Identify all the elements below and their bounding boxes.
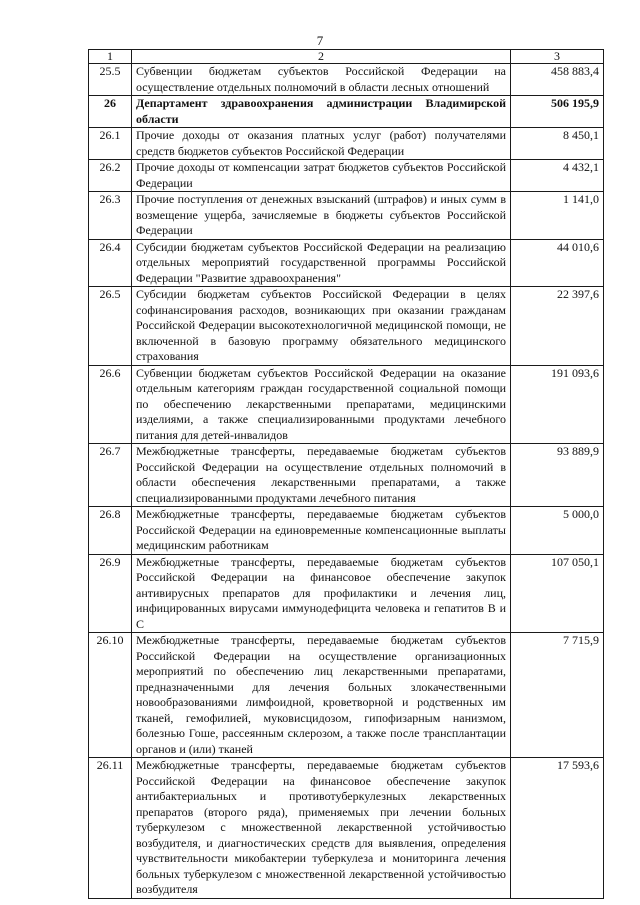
row-description: Межбюджетные трансферты, передаваемые бюджетам субъектов Российской Федерации на осуществление отдельных полномочий в области обеспечения лекарственными препаратами, а также специализированными продуктами лечебного питания: [132, 444, 511, 507]
row-amount: 458 883,4: [511, 64, 604, 96]
row-number: 26.7: [89, 444, 132, 507]
row-amount: 107 050,1: [511, 554, 604, 633]
table-row: [89, 444, 604, 507]
table-row: [89, 239, 604, 287]
row-number: 26.2: [89, 160, 132, 192]
row-number: 26.4: [89, 239, 132, 287]
row-description: Субсидии бюджетам субъектов Российской Федерации в целях софинансирования расходов, возникающих при оказании гражданам Российской Федерации высокотехнологичной медицинской помощи, не включенной в базовую программу обязательного медицинского страхования: [132, 287, 511, 366]
row-number: 26.6: [89, 365, 132, 444]
table-row: [89, 554, 604, 633]
row-amount: 506 195,9: [511, 96, 604, 128]
budget-table: [88, 49, 604, 899]
row-number: 26.8: [89, 507, 132, 555]
row-amount: 1 141,0: [511, 192, 604, 240]
table-row: [89, 287, 604, 366]
row-number: 26.11: [89, 758, 132, 899]
column-header-3: 3: [511, 50, 604, 64]
row-amount: 191 093,6: [511, 365, 604, 444]
row-description: Межбюджетные трансферты, передаваемые бюджетам субъектов Российской Федерации на финансовое обеспечение закупок антибактериальных и противотуберкулезных лекарственных препаратов (второго ряда), применяемых при лечении больных туберкулезом с множественной лекарственной устойчивостью возбудителя, и диагностических средств для выявления, определения чувствительности микобактерии туберкулеза и мониторинга лечения больных туберкулезом с множественной лекарственной устойчивостью возбудителя: [132, 758, 511, 899]
row-description: Прочие поступления от денежных взысканий (штрафов) и иных сумм в возмещение ущерба, зачисляемые в бюджеты субъектов Российской Федерации: [132, 192, 511, 240]
column-header-1: 1: [89, 50, 132, 64]
row-number: 25.5: [89, 64, 132, 96]
row-number: 26.9: [89, 554, 132, 633]
table-row: [89, 507, 604, 555]
row-amount: 22 397,6: [511, 287, 604, 366]
row-description: Прочие доходы от компенсации затрат бюджетов субъектов Российской Федерации: [132, 160, 511, 192]
row-amount: 17 593,6: [511, 758, 604, 899]
column-header-2: 2: [132, 50, 511, 64]
row-amount: 7 715,9: [511, 633, 604, 758]
table-row: [89, 64, 604, 96]
row-amount: 8 450,1: [511, 128, 604, 160]
table-row: [89, 160, 604, 192]
row-description: Межбюджетные трансферты, передаваемые бюджетам субъектов Российской Федерации на финансовое обеспечение закупок антивирусных препаратов для профилактики и лечения лиц, инфицированных вирусами иммунодефицита человека и гепатитов B и C: [132, 554, 511, 633]
row-number: 26.3: [89, 192, 132, 240]
table-header-row: [89, 50, 604, 64]
row-description: Субсидии бюджетам субъектов Российской Федерации на реализацию отдельных мероприятий государственной программы Российской Федерации "Развитие здравоохранения": [132, 239, 511, 287]
row-description: Межбюджетные трансферты, передаваемые бюджетам субъектов Российской Федерации на осуществление организационных мероприятий по обеспечению лиц лекарственными препаратами, предназначенными для лечения больных злокачественными новообразованиями лимфоидной, кроветворной и родственных им тканей, гемофилией, муковисцидозом, гипофизарным нанизмом, болезнью Гоше, рассеянным склерозом, а также после трансплантации органов и (или) тканей: [132, 633, 511, 758]
row-number: 26.5: [89, 287, 132, 366]
table-row: [89, 365, 604, 444]
row-description: Департамент здравоохранения администрации Владимирской области: [132, 96, 511, 128]
table-row: [89, 128, 604, 160]
table-row: [89, 633, 604, 758]
row-description: Субвенции бюджетам субъектов Российской Федерации на осуществление отдельных полномочий в области лесных отношений: [132, 64, 511, 96]
row-amount: 5 000,0: [511, 507, 604, 555]
row-description: Субвенции бюджетам субъектов Российской Федерации на оказание отдельным категориям граждан государственной социальной помощи по обеспечению лекарственными препаратами, медицинскими изделиями, а также специализированными продуктами лечебного питания для детей-инвалидов: [132, 365, 511, 444]
row-amount: 44 010,6: [511, 239, 604, 287]
table-row: [89, 192, 604, 240]
row-number: 26: [89, 96, 132, 128]
row-amount: 4 432,1: [511, 160, 604, 192]
row-number: 26.1: [89, 128, 132, 160]
row-description: Межбюджетные трансферты, передаваемые бюджетам субъектов Российской Федерации на единовременные компенсационные выплаты медицинским работникам: [132, 507, 511, 555]
table-row: [89, 758, 604, 899]
row-description: Прочие доходы от оказания платных услуг (работ) получателями средств бюджетов субъектов Российской Федерации: [132, 128, 511, 160]
page-number: 7: [316, 33, 324, 48]
table-row: [89, 96, 604, 128]
row-number: 26.10: [89, 633, 132, 758]
row-amount: 93 889,9: [511, 444, 604, 507]
